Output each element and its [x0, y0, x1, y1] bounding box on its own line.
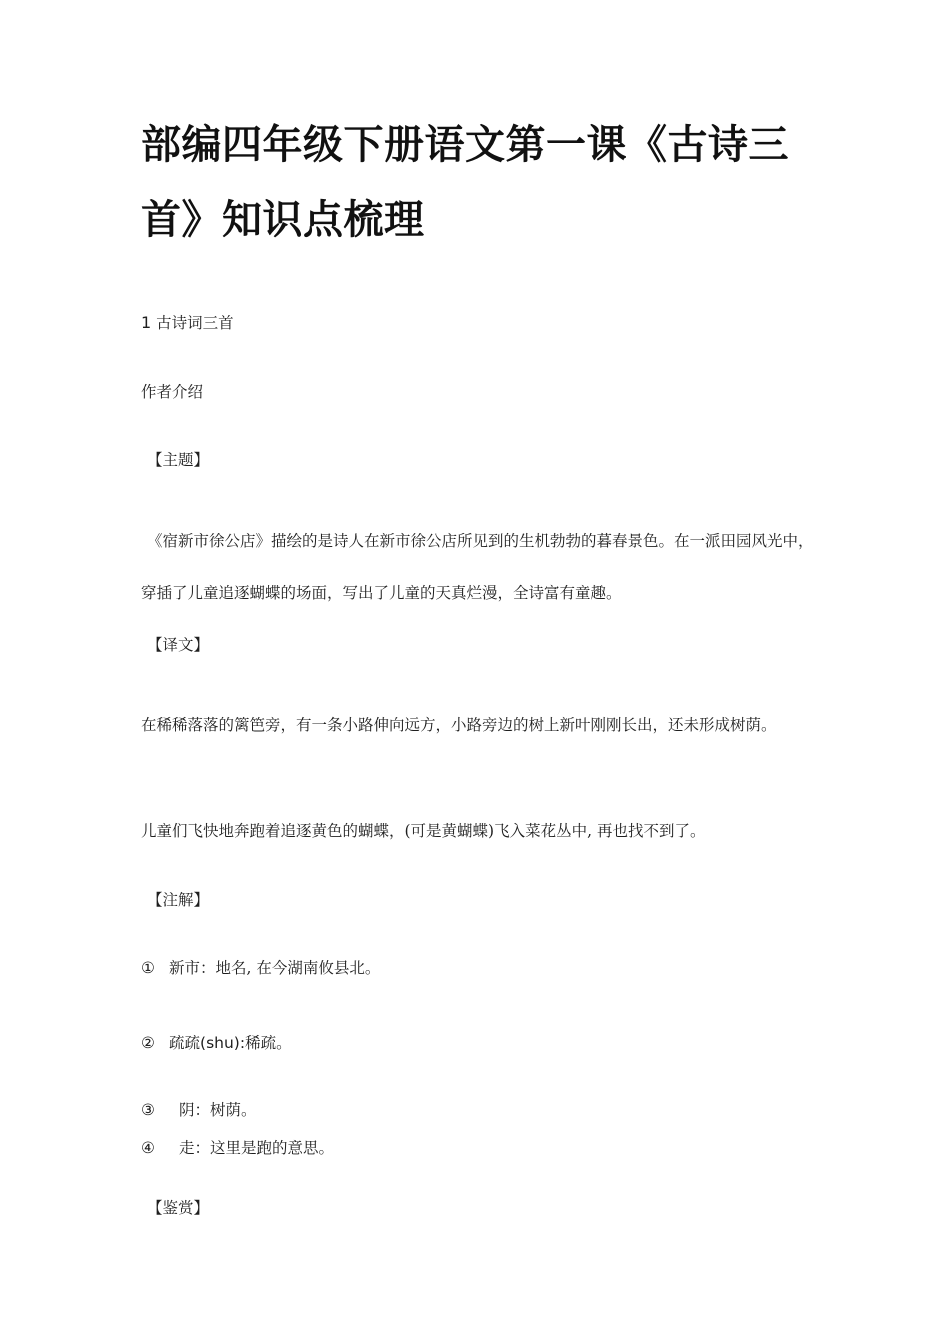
section-number: 1	[141, 313, 152, 332]
note-marker: ④	[141, 1139, 155, 1157]
document-title: 部编四年级下册语文第一课《古诗三首》知识点梳理	[141, 122, 789, 243]
note-text-continued: 稀疏。	[245, 1034, 292, 1052]
note-marker: ②	[141, 1034, 155, 1052]
note-pinyin: (shu):	[200, 1034, 246, 1052]
theme-heading: 【主题】	[147, 451, 210, 469]
note-item	[141, 955, 380, 981]
appreciation-heading: 【鉴赏】	[147, 1199, 210, 1217]
note-text: 阴：树荫。	[179, 1101, 257, 1119]
theme-paragraph: 《宿新市徐公店》描绘的是诗人在新市徐公店所见到的生机勃勃的暮春景色。在一派田园风光中，穿插了儿童追逐蝴蝶的场面，写出了儿童的天真烂漫，全诗富有童趣。	[141, 532, 814, 602]
note-item	[141, 1135, 334, 1161]
translation-heading: 【译文】	[147, 636, 210, 654]
note-item	[141, 1097, 257, 1123]
translation-paragraph-1: 在稀稀落落的篱笆旁，有一条小路伸向远方，小路旁边的树上新叶刚刚长出，还未形成树荫。	[141, 716, 777, 734]
note-text: 疏疏	[169, 1034, 201, 1052]
section-heading	[141, 310, 234, 336]
notes-heading: 【注解】	[147, 891, 210, 909]
note-text: 走：这里是跑的意思。	[179, 1139, 335, 1157]
section-title: 古诗词三首	[156, 314, 234, 332]
note-text: 新市：地名, 在今湖南攸县北。	[169, 959, 381, 977]
note-marker: ①	[141, 959, 155, 977]
translation-paragraph-2: 儿童们飞快地奔跑着追逐黄色的蝴蝶，(可是黄蝴蝶)飞入菜花丛中, 再也找不到了。	[141, 822, 706, 840]
author-intro-label: 作者介绍	[141, 383, 204, 401]
note-marker: ③	[141, 1101, 155, 1119]
note-item	[141, 1030, 292, 1056]
